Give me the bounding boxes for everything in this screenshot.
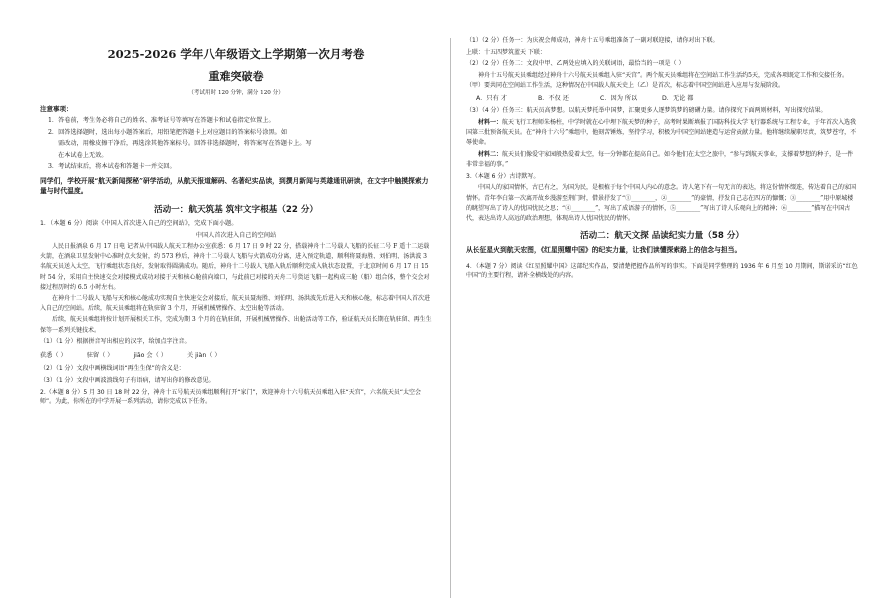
options-row <box>476 93 858 102</box>
material-2 <box>466 150 858 170</box>
task2-text: 神舟十五号航天员乘组经过神舟十六号航天员乘组入驻“天宫”。两个航天员乘组将在空间站工作生活约5天，完成各项既定工作和交接任务。（甲）要共同在空间站工作生活，这种情况在中国载人航天史上（乙）是首次，标志着中国空间站进入应用与发展阶段。 <box>466 71 848 89</box>
left-column <box>40 36 432 409</box>
subquestion-1: （1）（1 分）根据拼音写出相应的汉字，给加点字注音。 <box>40 337 191 345</box>
article-paragraph: 在神舟十二号载人飞船与天和核心舱成功实现自主快速交会对接后，航天员聂海胜、刘伯明、汤洪波先后进入天和核心舱，标志着中国人首次进入自己的空间站。后续，航天员乘组将在轨驻留 3 个月，开展机械臂操作、太空出舱等活动。 <box>40 294 431 313</box>
article-title: 中国人首次进入自己的空间站 <box>195 231 277 239</box>
option-c[interactable]: C．因为 所以 <box>600 95 638 103</box>
material-1 <box>466 118 858 148</box>
column-divider <box>450 38 451 598</box>
question2-head: 2.（本题 8 分）5 月 30 日 18 时 22 分，神舟十五号航天员乘组顺利打开“家门”，欢迎神舟十六号航天员乘组入驻“天宫”，六名航天员“太空会师”。为此，你所在的中学开展一系列活动，请你完成以下任务。 <box>40 388 421 406</box>
option-d[interactable]: D．无论 都 <box>662 95 694 103</box>
note-item: 需改动，用橡皮擦干净后，再选涂其他答案标号。回答非选择题时，将答案写在答题卡上。写 <box>58 140 312 147</box>
activity2-title: 活动二：航天文探 品读纪实力量（58 分） <box>579 231 745 242</box>
activity1-title: 活动一：航天筑基 筑牢文字根基（22 分） <box>153 204 319 215</box>
notes-heading: 注意事项： <box>40 105 73 113</box>
exam-title: 2025-2026 学年八年级语文上学期第一次月考卷 <box>107 47 365 61</box>
question3-head: 3.（本题 6 分）古诗默写。 <box>466 172 540 180</box>
option-a[interactable]: A．只有 才 <box>476 95 507 103</box>
exam-subtitle: 重难突破卷 <box>208 70 264 83</box>
activity2-intro: 从长征星火到航天宏图，《红星照耀中国》的纪实力量，让我们读懂探索路上的信念与担当。 <box>466 246 742 255</box>
material-1-text: 航天飞行工程师朱杨柱，中学时就在心中埋下航天梦的种子，高考时果断填报了国防科技大学飞行器系统与工程专业，于年首次入选我国第三批预备航天员。在“神舟十六号”乘组中，他刻苦锤炼，坚持学习，积极为中国空间站建造与运营贡献力量。他将继续履职尽责，筑梦苍穹，不辱使命。 <box>466 118 857 146</box>
note-item: 3．考试结束后，将本试卷和答题卡一并交回。 <box>48 163 176 170</box>
note-item: 1．答卷前，考生务必将自己的姓名、准考证号等填写在答题卡和试卷指定位置上。 <box>48 117 275 124</box>
material-1-label: 材料一： <box>478 118 503 126</box>
material-2-label: 材料二： <box>478 150 503 158</box>
question4: 4．（本题 7 分）阅读《红星照耀中国》这部纪实作品，要清楚把握作品所写的事实。下面是同学整理的 1936 年 6 月至 10 月期间，斯诺采访“红色中国”的主要行程，请补全横线处的内容。 <box>466 262 858 280</box>
option-b[interactable]: B．不仅 还 <box>538 95 569 103</box>
subquestion-2: （2）（1 分）文段中画横线词语“再生生保”的含义是： <box>40 365 185 373</box>
pinyin-item[interactable]: 关 jiàn（ ） <box>186 352 221 360</box>
right-column <box>466 36 858 283</box>
couplet-line[interactable]: 上联：十五四梦筑蓝天 下联： <box>466 48 546 56</box>
pinyin-item[interactable]: jiāo 会（ ） <box>133 352 167 360</box>
subquestion-3: （3）（1 分）文段中画波浪线句子有语病，请写出你的修改意见。 <box>40 376 215 384</box>
poem-fill-paragraph[interactable]: 中国人的家国情怀，古已有之，为国为民，是根植于每个中国人内心的意念。诗人笔下有一句无言的表达，将这份情怀缀连，传达着自己的家国情怀。青年李白第一次离开故乡漫游至荆门时，借景抒发了“①________，②________”的豪情，抒发自己志在四方的慷慨；③________”用中原城楼的眺望写出了诗人的忧国忧民之思；“④________”，写出了成语游子的情怀，⑤________”写出了诗人乐观向上的精神；⑥________”描写在中国古代，表达出诗人高远的政治理想，体现出诗人忧国忧民的情怀。 <box>466 184 857 222</box>
task1: （1）（2 分）任务一：为庆祝会师成功，神舟十五号乘组准备了一副对联迎接，请你对出下联。 <box>466 37 719 44</box>
exam-time-note: （考试用时 120 分钟，满分 120 分） <box>188 90 284 96</box>
task2: （2）（2 分）任务二：文段中甲、乙两处应填入的关联词语，最恰当的一项是（ ） <box>466 60 685 68</box>
note-item: 2．回答选择题时，选出每小题答案后，用铅笔把答题卡上对应题目的答案标号涂黑。如 <box>48 128 288 136</box>
material-2-text: 航天员们像爱守家园般热爱着太空，每一分钟都在提高自己。如今他们在太空之旅中，“参与到航天事业，支撑着梦想的种子，是一件非常幸福的事。” <box>466 150 854 168</box>
article-paragraph: 后续，航天员乘组将按计划开展相关工作，完成为期 3 个月的在轨驻留，开展机械臂操作、出舱活动等工作，验证航天员长期在轨驻留、再生生保等一系列关键技术。 <box>40 316 432 334</box>
pinyin-row <box>40 350 432 359</box>
note-item: 在本试卷上无效。 <box>58 151 108 159</box>
intro-paragraph: 同学们，学校开展“航天新闻探秘”研学活动，从航天报道解码、名著纪实品读，到撰月新闻与英雄通讯研读，在文字中触摸探索力量与时代温度。 <box>40 176 429 195</box>
pinyin-item[interactable]: 获悉（ ） <box>40 352 67 360</box>
task3: （3）（4 分）任务三：航天员高梦想。以航天梦托举中国梦，汇聚更多人逐梦筑梦的磅礴力量。请你探究下面两则材料，写出探究结果。 <box>466 107 827 115</box>
question1-head: 1．（本题 6 分）阅读《中国人首次进入自己的空间站》，完成下面小题。 <box>40 219 238 227</box>
article-paragraph: 人民日报酒泉 6 月 17 日电 记者从中国载人航天工程办公室获悉：6 月 17 日 9 时 22 分，搭载神舟十二号载人飞船的长征二号 F 遥十二运载火箭，在酒泉卫星发射中心准时点火发射，约 573 秒后，神舟十二号载人飞船与火箭成功分离，进入预定轨道，顺利将聂海胜、刘伯明、汤洪波 3 名航天员送入太空，飞行乘组状态良好，发射取得圆满成功。随后，神舟十二号载人飞船入轨后顺利完成入轨状态设置，于北京时间 6 月 17 日 15 时 54 分，采用自主快速交会对接模式成功对接于天和核心舱前向端口，与此前已对接的天舟二号货运飞船一起构成三舱（船）组合体，整个交会对接过程历时约 6.5 小时左右。 <box>40 242 430 291</box>
pinyin-item[interactable]: 驻留（ ） <box>86 352 114 360</box>
